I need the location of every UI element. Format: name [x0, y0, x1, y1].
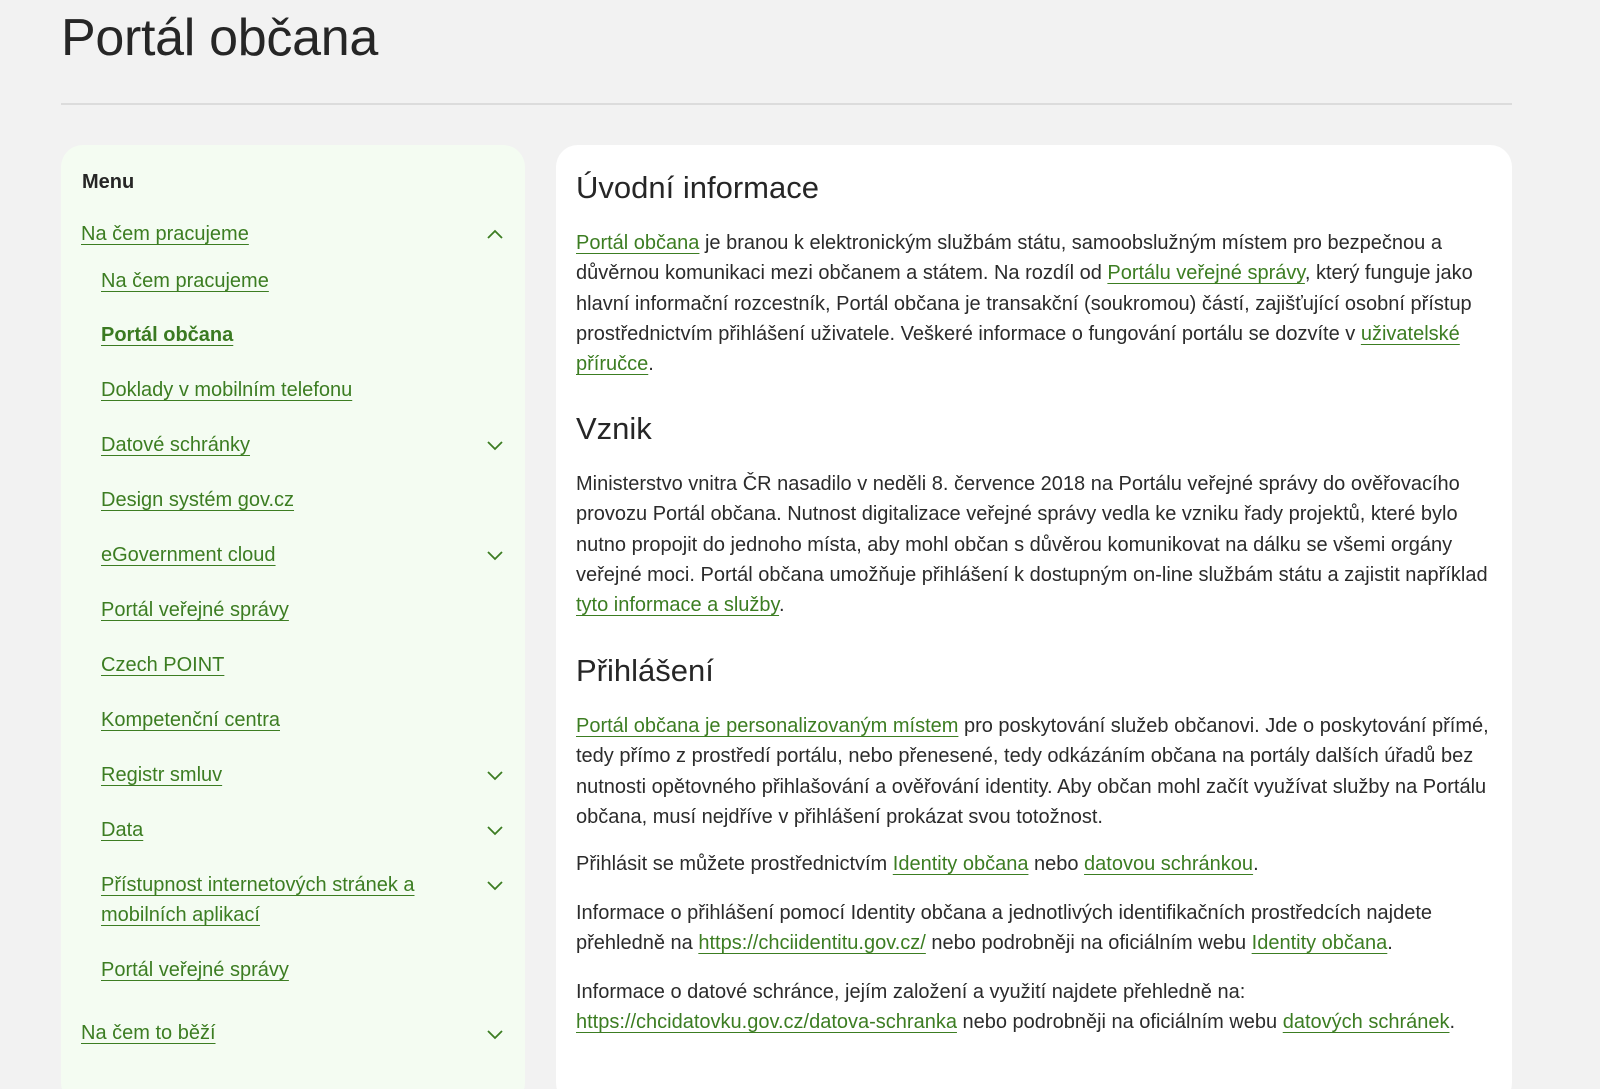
- link-tyto-informace[interactable]: tyto informace a služby: [576, 594, 780, 617]
- sidebar-item-label[interactable]: Kompetenční centra: [101, 709, 280, 731]
- prihlaseni-paragraph-2: [576, 849, 1496, 879]
- sidebar-item-label[interactable]: Czech POINT: [101, 654, 225, 676]
- link-identita-obcana-web[interactable]: Identity občana: [1251, 932, 1388, 955]
- chevron-down-icon[interactable]: [485, 820, 505, 840]
- sidebar-item-label[interactable]: Design systém gov.cz: [101, 489, 295, 511]
- sidebar-subitem-data[interactable]: [101, 815, 143, 845]
- link-datova-schranka[interactable]: datovou schránkou: [1084, 853, 1254, 875]
- sidebar-subitem-egovernment-cloud[interactable]: [101, 540, 276, 570]
- text-span: .: [648, 353, 654, 376]
- link-personalizovane-misto[interactable]: Portál občana je personalizovaným místem: [576, 715, 959, 737]
- sidebar-subitem-design-system[interactable]: [101, 485, 294, 515]
- main-content: [556, 145, 1512, 1089]
- text-span: Přihlásit se můžete prostřednictvím: [576, 853, 893, 875]
- sidebar-item-label-active[interactable]: Portál občana: [101, 324, 234, 346]
- link-chciidentitu[interactable]: https://chciidentitu.gov.cz/: [698, 932, 926, 955]
- sidebar-item-label[interactable]: Doklady v mobilním telefonu: [101, 379, 353, 401]
- vznik-paragraph: [576, 469, 1496, 620]
- link-datove-schranky-web[interactable]: datových schránek: [1282, 1011, 1450, 1034]
- link-chcidatovku[interactable]: https://chcidatovku.gov.cz/datova-schranka: [576, 1011, 957, 1034]
- text-span: .: [1253, 853, 1259, 875]
- text-span: pro poskytování služeb občanovi. Jde o poskytování přímé, tedy přímo z prostředí portálu, nebo přenesené, tedy odkázáním občana na portály dalších úřadů bez nutnosti opětovného přihlašování a ověřování identity. Aby občan mohl začít využívat služby na Portálu občana, musí nejdříve v přihlášení prokázat svou totožnost.: [576, 715, 1489, 828]
- text-span: Ministerstvo vnitra ČR nasadilo v neděli 8. července 2018 na Portálu veřejné správy do ověřovacího provozu Portál občana. Nutnost digitalizace veřejné správy vedla ke vzniku řady projektů, které bylo nutno propojit do jednoho místa, aby mohl občan s důvěrou komunikovat na dálku se všemi orgány veřejné moci. Portál občana umožňuje přihlášení k dostupným on-line službám státu a zajistit například: [576, 473, 1488, 586]
- link-portal-verejne-spravy[interactable]: Portálu veřejné správy: [1107, 262, 1305, 285]
- sidebar-item-na-cem-pracujeme[interactable]: [81, 219, 249, 249]
- chevron-down-icon[interactable]: [485, 545, 505, 565]
- text-span: Informace o přihlášení pomocí Identity občana a jednotlivých identifikačních prostředcích najdete přehledně na: [576, 902, 1433, 955]
- prihlaseni-paragraph-3: [576, 898, 1496, 959]
- text-span: je branou k elektronickým službám státu, samoobslužným místem pro bezpečnou a důvěrnou komunikaci mezi občanem a státem. Na rozdíl od: [576, 232, 1442, 285]
- sidebar-subitem-na-cem-pracujeme[interactable]: [101, 266, 269, 296]
- intro-paragraph: [576, 228, 1496, 379]
- sidebar-menu: [61, 145, 525, 1089]
- sidebar-item-label[interactable]: Datové schránky: [101, 434, 250, 456]
- chevron-up-icon[interactable]: [485, 225, 505, 245]
- section-heading-prihlaseni: Přihlášení: [576, 653, 714, 688]
- text-span: .: [1449, 1011, 1456, 1034]
- sidebar-subitem-czech-point[interactable]: [101, 650, 224, 680]
- page-title: Portál občana: [61, 9, 378, 67]
- text-span: nebo podrobněji na oficiálním webu: [925, 932, 1252, 955]
- chevron-down-icon[interactable]: [485, 1024, 505, 1044]
- sidebar-item-label[interactable]: eGovernment cloud: [101, 544, 276, 566]
- text-span: .: [1387, 932, 1393, 955]
- sidebar-item-label[interactable]: Na čem pracujeme: [81, 223, 249, 245]
- sidebar-subitem-pristupnost[interactable]: [101, 870, 441, 930]
- sidebar-item-label[interactable]: Portál veřejné správy: [101, 599, 289, 621]
- section-heading-vznik: Vznik: [576, 411, 652, 446]
- prihlaseni-paragraph-4: [576, 977, 1496, 1038]
- sidebar-subitem-doklady[interactable]: [101, 375, 352, 405]
- sidebar-subitem-portal-verejne-spravy-2[interactable]: [101, 955, 289, 985]
- menu-heading: Menu: [82, 171, 135, 193]
- sidebar-item-label[interactable]: Data: [101, 819, 144, 841]
- chevron-down-icon[interactable]: [485, 435, 505, 455]
- text-span: nebo podrobněji na oficiálním webu: [956, 1011, 1283, 1034]
- text-span: Informace o datové schránce, jejím založení a využití najdete přehledně na:: [576, 981, 1246, 1003]
- sidebar-subitem-portal-verejne-spravy[interactable]: [101, 595, 289, 625]
- sidebar-item-na-cem-to-bezi[interactable]: [81, 1018, 216, 1048]
- sidebar-subitem-kompetencni-centra[interactable]: [101, 705, 280, 735]
- text-span: nebo: [1028, 853, 1085, 875]
- sidebar-item-label[interactable]: Na čem pracujeme: [101, 270, 269, 292]
- link-uzivatelska-prirucka[interactable]: uživatelské příručce: [576, 322, 1460, 376]
- sidebar-subitem-portal-obcana[interactable]: [101, 320, 233, 350]
- text-span: , který funguje jako hlavní informační rozcestník, Portál občana je transakční (soukromou) částí, zajišťující osobní přístup prostřednictvím přihlášení uživatele. Veškeré informace o fungování portálu se dozvíte v: [576, 262, 1473, 345]
- chevron-down-icon[interactable]: [485, 765, 505, 785]
- sidebar-item-label[interactable]: Na čem to běží: [81, 1022, 216, 1044]
- section-heading-intro: Úvodní informace: [576, 170, 819, 205]
- chevron-down-icon[interactable]: [485, 875, 505, 895]
- text-span: .: [779, 594, 785, 617]
- sidebar-item-label[interactable]: Registr smluv: [101, 764, 223, 786]
- sidebar-subitem-registr-smluv[interactable]: [101, 760, 222, 790]
- sidebar-item-label[interactable]: Přístupnost internetových stránek a mobilních aplikací: [101, 874, 415, 926]
- link-identita-obcana[interactable]: Identity občana: [892, 853, 1029, 875]
- link-portal-obcana[interactable]: Portál občana: [576, 232, 700, 254]
- sidebar-subitem-datove-schranky[interactable]: [101, 430, 250, 460]
- sidebar-item-label[interactable]: Portál veřejné správy: [101, 959, 289, 981]
- prihlaseni-paragraph-1: [576, 711, 1496, 832]
- title-divider: [61, 103, 1512, 105]
